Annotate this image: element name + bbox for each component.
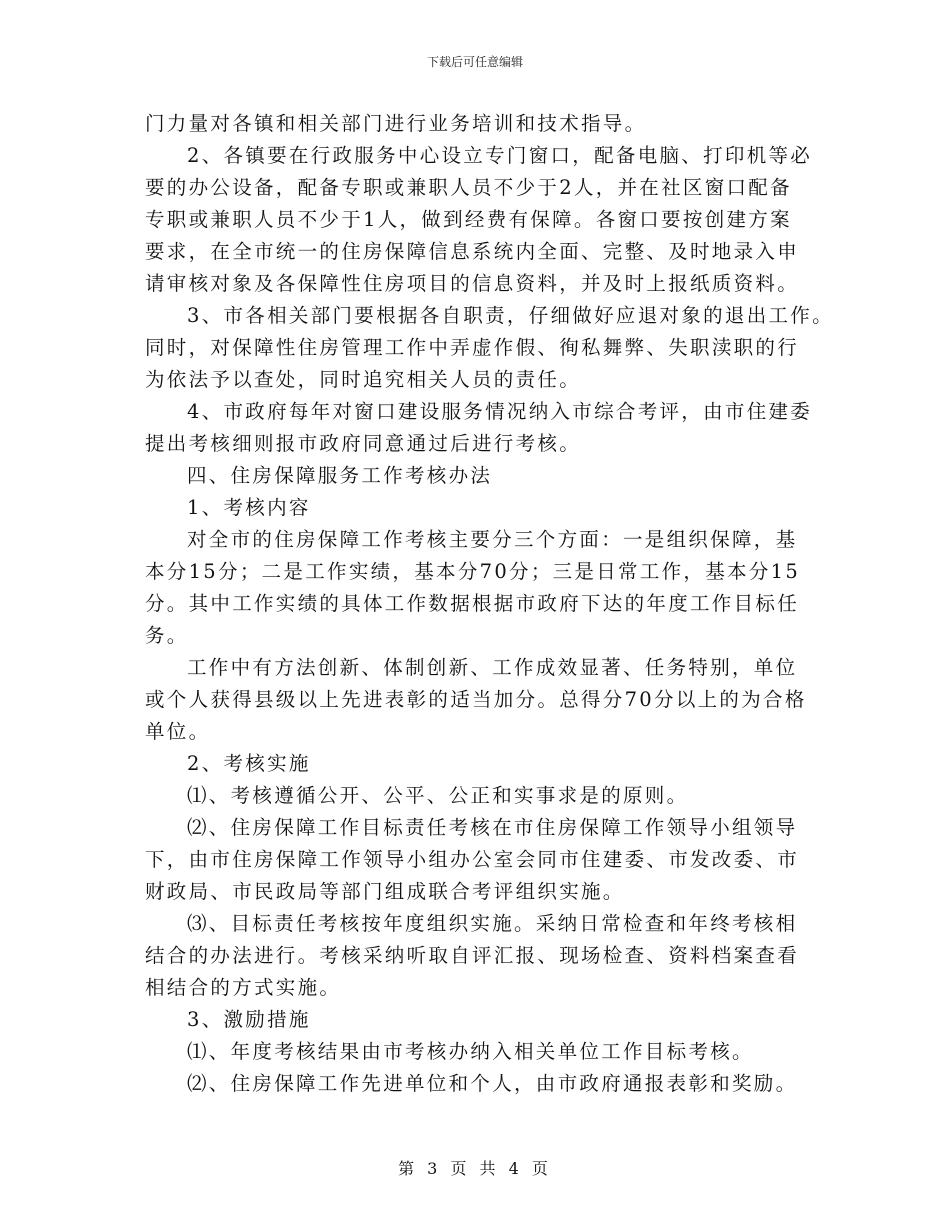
text-line: ⑴、考核遵循公开、公平、公正和实事求是的原则。	[187, 784, 689, 807]
text-line: 专职或兼职人员不少于1人，做到经费有保障。各窗口要按创建方案	[145, 208, 792, 231]
text-line: 工作中有方法创新、体制创新、工作成效显著、任务特别，单位	[187, 656, 798, 679]
text-line: 4、市政府每年对窗口建设服务情况纳入市综合考评，由市住建委	[187, 400, 813, 423]
text-line: ⑴、年度考核结果由市考核办纳入相关单位工作目标考核。	[187, 1040, 754, 1063]
text-line: 分。其中工作实绩的具体工作数据根据市政府下达的年度工作目标任	[145, 592, 800, 615]
text-line: 请审核对象及各保障性住房项目的信息资料，并及时上报纸质资料。	[145, 272, 800, 295]
text-line: 为依法予以查处，同时追究相关人员的责任。	[145, 368, 582, 391]
page-header: 下载后可任意编辑	[426, 55, 523, 69]
text-line: 要的办公设备，配备专职或兼职人员不少于2人，并在社区窗口配备	[145, 176, 792, 199]
text-line: 对全市的住房保障工作考核主要分三个方面：一是组织保障，基	[187, 528, 798, 551]
text-line: 3、激励措施	[187, 1008, 311, 1031]
text-line: 要求，在全市统一的住房保障信息系统内全面、完整、及时地录入申	[145, 240, 800, 263]
text-line: 单位。	[145, 720, 211, 743]
text-line: 1、考核内容	[187, 496, 311, 519]
text-line: 3、市各相关部门要根据各自职责，仔细做好应退对象的退出工作。	[187, 304, 834, 327]
text-line: 务。	[145, 624, 189, 647]
text-line: 门力量对各镇和相关部门进行业务培训和技术指导。	[145, 112, 647, 135]
text-line: 相结合的方式实施。	[145, 976, 342, 999]
text-line: ⑵、住房保障工作先进单位和个人，由市政府通报表彰和奖励。	[187, 1072, 798, 1095]
text-line: 同时，对保障性住房管理工作中弄虚作假、徇私舞弊、失职渎职的行	[145, 336, 800, 359]
text-line: ⑶、目标责任考核按年度组织实施。采纳日常检查和年终考核相	[187, 912, 798, 935]
text-line: 结合的办法进行。考核采纳听取自评汇报、现场检查、资料档案查看	[145, 944, 800, 967]
text-line: 财政局、市民政局等部门组成联合考评组织实施。	[145, 880, 625, 903]
text-line: 或个人获得县级以上先进表彰的适当加分。总得分70分以上的为合格	[145, 688, 807, 711]
text-line: ⑵、住房保障工作目标责任考核在市住房保障工作领导小组领导	[187, 816, 798, 839]
text-line: 本分15分；二是工作实绩，基本分70分；三是日常工作，基本分15	[145, 560, 801, 583]
document-body	[145, 108, 834, 1100]
text-line: 2、考核实施	[187, 752, 311, 775]
page-footer: 第 3 页 共 4 页	[398, 1159, 552, 1178]
text-line: 四、住房保障服务工作考核办法	[187, 464, 493, 487]
text-line: 下，由市住房保障工作领导小组办公室会同市住建委、市发改委、市	[145, 848, 800, 871]
text-line: 提出考核细则报市政府同意通过后进行考核。	[145, 432, 582, 455]
text-line: 2、各镇要在行政服务中心设立专门窗口，配备电脑、打印机等必	[187, 144, 813, 167]
